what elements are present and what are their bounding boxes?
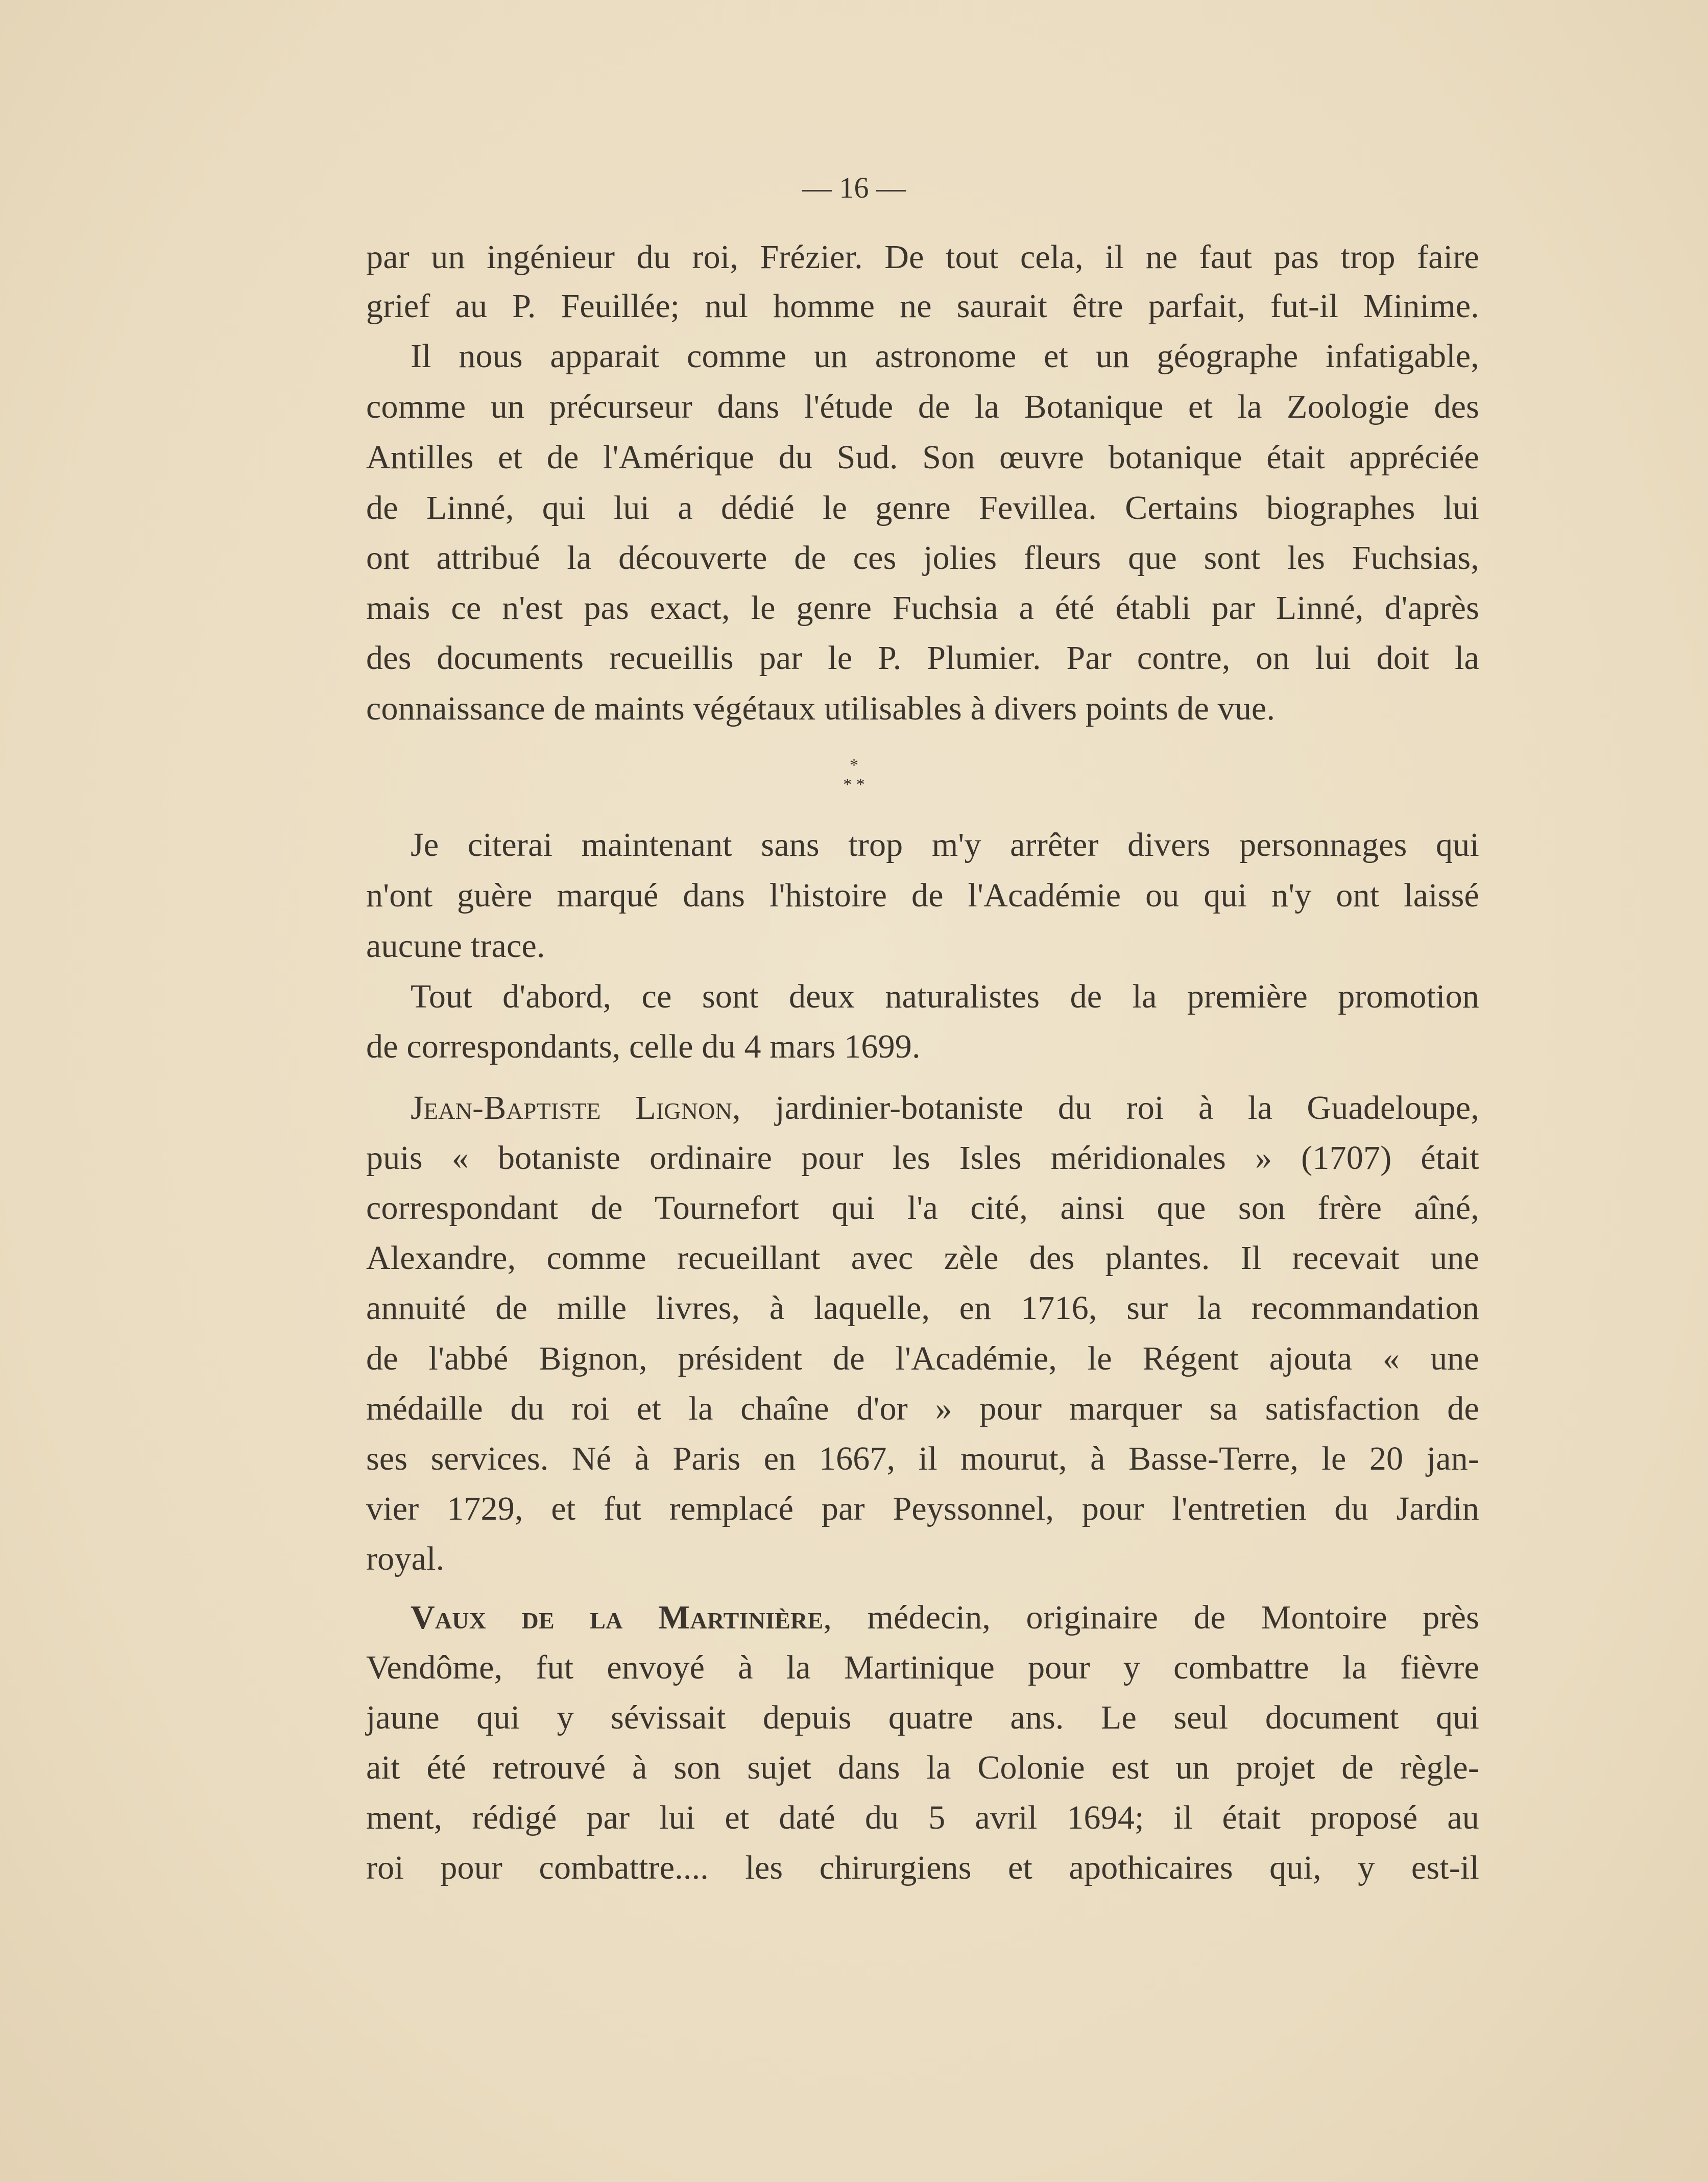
text-line [411, 1592, 1479, 1643]
text-line: connaissance de maints végétaux utilisables à divers points de vue. [366, 690, 1276, 727]
section-divider-stars: * * [843, 775, 865, 794]
text-line: Il nous apparait comme un astronome et un géographe infatigable, [411, 338, 1479, 375]
text-line: Vendôme, fut envoyé à la Martinique pour y combattre la fièvre [366, 1649, 1479, 1686]
text-line: Antilles et de l'Amérique du Sud. Son œuvre botanique était appréciée [366, 439, 1479, 476]
page-number: — 16 — [802, 171, 906, 204]
text-line: grief au P. Feuillée; nul homme ne saurait être parfait, fut-il Minime. [366, 287, 1479, 325]
text-line: n'ont guère marqué dans l'histoire de l'Académie ou qui n'y ont laissé [366, 877, 1479, 914]
text-line: Je citerai maintenant sans trop m'y arrêter divers personnages qui [411, 826, 1479, 864]
text-line: de correspondants, celle du 4 mars 1699. [366, 1028, 921, 1065]
person-name: Vaux de la Martinière [411, 1599, 824, 1636]
text-line: médaille du roi et la chaîne d'or » pour marquer sa satisfaction de [366, 1390, 1479, 1427]
person-name: Jean-Baptiste Lignon [411, 1089, 732, 1126]
text-line: ment, rédigé par lui et daté du 5 avril 1694; il était proposé au [366, 1799, 1479, 1836]
text-line: roi pour combattre.... les chirurgiens et apothicaires qui, y est-il [366, 1849, 1479, 1886]
text-line: mais ce n'est pas exact, le genre Fuchsia a été établi par Linné, d'après [366, 589, 1479, 627]
text-line: ses services. Né à Paris en 1667, il mourut, à Basse-Terre, le 20 jan- [366, 1440, 1479, 1477]
text-line: de Linné, qui lui a dédié le genre Fevillea. Certains biographes lui [366, 489, 1479, 526]
text-line: des documents recueillis par le P. Plumier. Par contre, on lui doit la [366, 639, 1479, 677]
text-segment: , médecin, originaire de Montoire près [823, 1599, 1479, 1636]
text-line: puis « botaniste ordinaire pour les Isles méridionales » (1707) était [366, 1139, 1479, 1177]
text-line: aucune trace. [366, 927, 545, 965]
text-line: royal. [366, 1540, 445, 1577]
text-line: ait été retrouvé à son sujet dans la Colonie est un projet de règle- [366, 1749, 1479, 1786]
text-line: ont attribué la découverte de ces jolies fleurs que sont les Fuchsias, [366, 539, 1479, 577]
section-divider-star: * [850, 756, 858, 775]
text-line: de l'abbé Bignon, président de l'Académie, le Régent ajouta « une [366, 1340, 1479, 1377]
text-line: annuité de mille livres, à laquelle, en 1716, sur la recommandation [366, 1289, 1479, 1327]
text-line: Alexandre, comme recueillant avec zèle des plantes. Il recevait une [366, 1239, 1479, 1277]
text-line: comme un précurseur dans l'étude de la Botanique et la Zoologie des [366, 388, 1479, 425]
text-line: Tout d'abord, ce sont deux naturalistes de la première promotion [411, 978, 1479, 1015]
text-line [411, 1083, 1479, 1134]
text-line: jaune qui y sévissait depuis quatre ans. Le seul document qui [366, 1699, 1479, 1736]
text-line: vier 1729, et fut remplacé par Peyssonnel, pour l'entretien du Jardin [366, 1490, 1479, 1527]
text-line: par un ingénieur du roi, Frézier. De tout cela, il ne faut pas trop faire [366, 238, 1479, 276]
text-line: correspondant de Tournefort qui l'a cité, ainsi que son frère aîné, [366, 1189, 1479, 1227]
text-segment: , jardinier-botaniste du roi à la Guadeloupe, [732, 1089, 1479, 1126]
